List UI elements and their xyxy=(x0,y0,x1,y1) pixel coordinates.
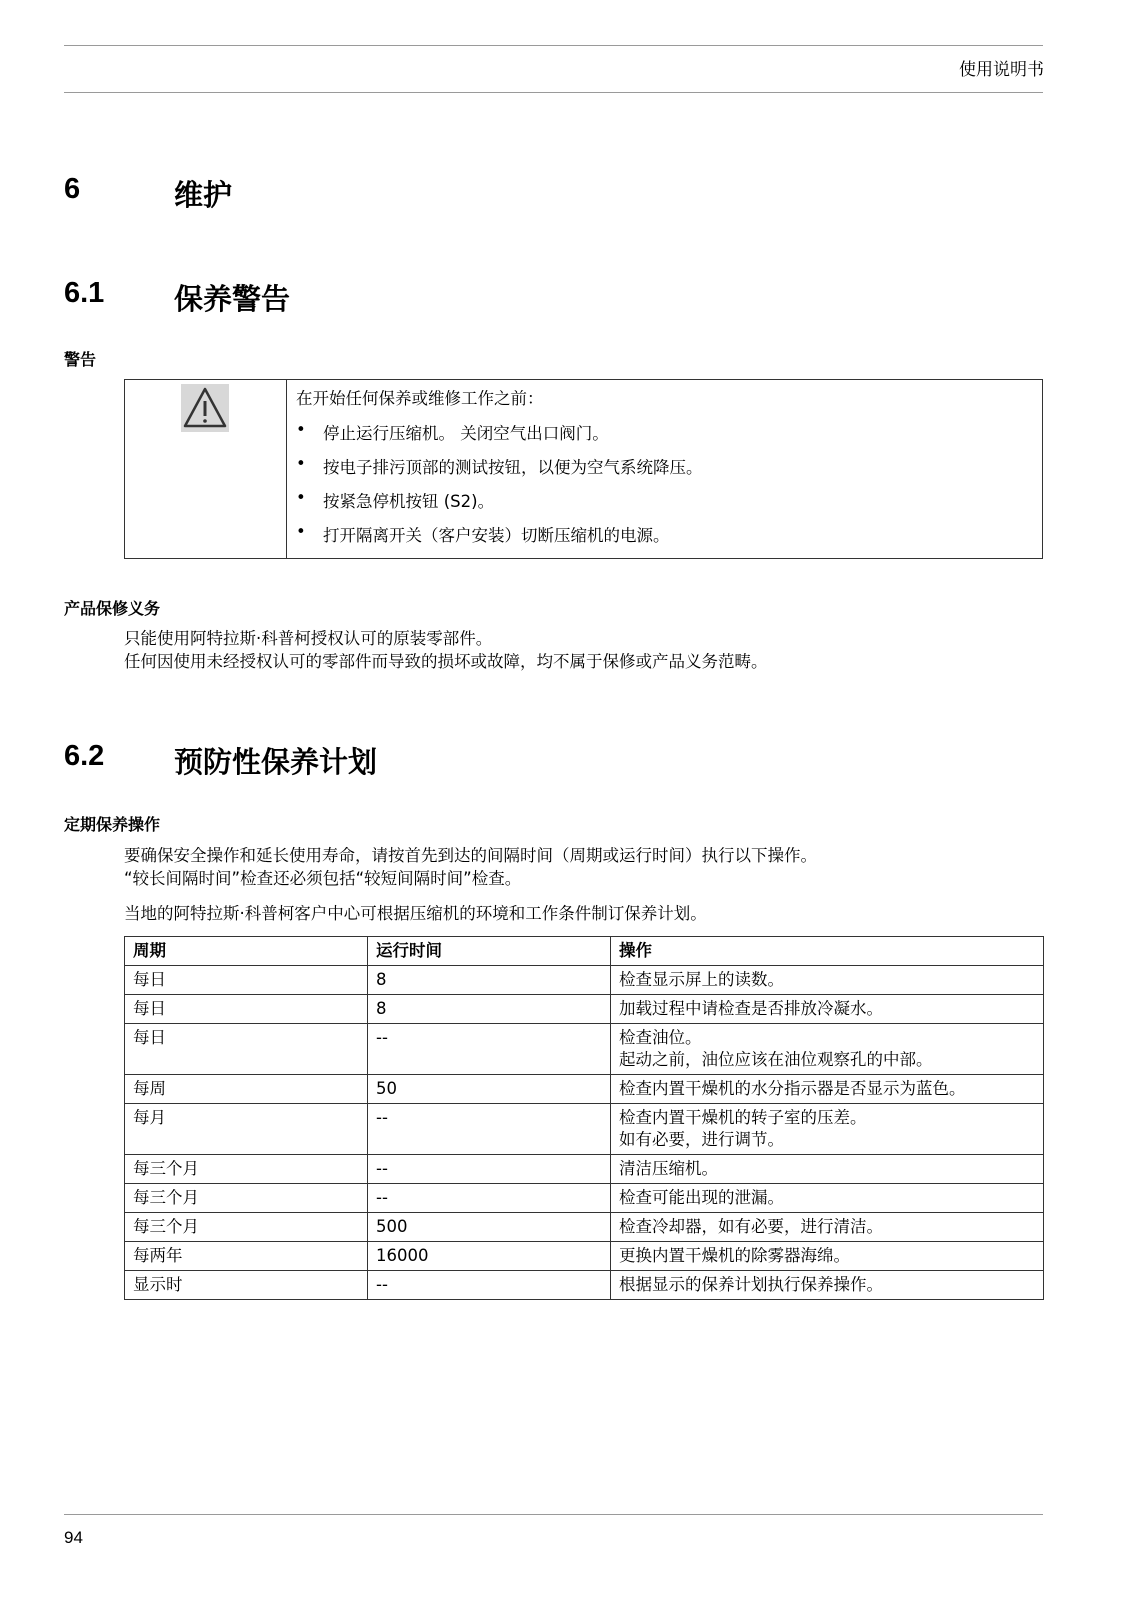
periodic-line: “较长间隔时间”检查还必须包括“较短间隔时间”检查。 xyxy=(124,869,522,888)
period-cell: 每三个月 xyxy=(125,1155,368,1184)
column-header-period: 周期 xyxy=(125,937,368,966)
table-row xyxy=(125,1242,1044,1271)
table-row xyxy=(125,1075,1044,1104)
bullet: • xyxy=(296,420,306,439)
periodic-paragraph xyxy=(124,844,817,890)
column-header-running-hours: 运行时间 xyxy=(368,937,611,966)
action-cell: 检查可能出现的泄漏。 xyxy=(611,1184,1044,1213)
table-row xyxy=(125,1104,1044,1155)
warning-triangle-icon xyxy=(181,384,229,432)
period-cell: 显示时 xyxy=(125,1271,368,1300)
section-title: 保养警告 xyxy=(174,282,291,316)
section-number: 6.2 xyxy=(64,740,105,772)
warning-heading: 警告 xyxy=(64,350,97,369)
period-cell: 每三个月 xyxy=(125,1213,368,1242)
periodic-heading: 定期保养操作 xyxy=(64,815,161,834)
period-cell: 每三个月 xyxy=(125,1184,368,1213)
table-row xyxy=(125,1213,1044,1242)
bullet: • xyxy=(296,454,306,473)
header-title: 使用说明书 xyxy=(959,60,1044,80)
action-cell: 检查内置干燥机的转子室的压差。 如有必要，进行调节。 xyxy=(611,1104,1044,1155)
maintenance-schedule-table xyxy=(124,936,1044,1300)
period-cell: 每日 xyxy=(125,995,368,1024)
action-cell: 检查显示屏上的读数。 xyxy=(611,966,1044,995)
table-row xyxy=(125,966,1044,995)
page-number: 94 xyxy=(64,1528,83,1547)
table-header-row xyxy=(125,937,1044,966)
table-row xyxy=(125,1271,1044,1300)
action-cell: 清洁压缩机。 xyxy=(611,1155,1044,1184)
period-cell: 每月 xyxy=(125,1104,368,1155)
warning-intro: 在开始任何保养或维修工作之前： xyxy=(296,389,544,408)
warning-box-divider xyxy=(286,380,287,558)
hours-cell: 8 xyxy=(368,966,611,995)
table-row xyxy=(125,1184,1044,1213)
table-row xyxy=(125,1155,1044,1184)
warranty-line: 只能使用阿特拉斯·科普柯授权认可的原装零部件。 xyxy=(124,629,493,648)
action-cell: 检查内置干燥机的水分指示器是否显示为蓝色。 xyxy=(611,1075,1044,1104)
periodic-line: 要确保安全操作和延长使用寿命，请按首先到达的间隔时间（周期或运行时间）执行以下操作。 xyxy=(124,846,817,865)
hours-cell: -- xyxy=(368,1024,611,1075)
header-bottom-rule xyxy=(64,92,1043,93)
period-cell: 每两年 xyxy=(125,1242,368,1271)
bullet: • xyxy=(296,488,306,507)
warranty-line: 任何因使用未经授权认可的零部件而导致的损坏或故障，均不属于保修或产品义务范畴。 xyxy=(124,652,768,671)
chapter-title: 维护 xyxy=(174,178,233,212)
period-cell: 每周 xyxy=(125,1075,368,1104)
hours-cell: 16000 xyxy=(368,1242,611,1271)
action-cell: 检查冷却器，如有必要，进行清洁。 xyxy=(611,1213,1044,1242)
table-row xyxy=(125,1024,1044,1075)
table-row xyxy=(125,995,1044,1024)
section-title: 预防性保养计划 xyxy=(174,745,378,779)
warranty-heading: 产品保修义务 xyxy=(64,599,161,618)
hours-cell: 500 xyxy=(368,1213,611,1242)
hours-cell: -- xyxy=(368,1155,611,1184)
hours-cell: -- xyxy=(368,1104,611,1155)
hours-cell: 8 xyxy=(368,995,611,1024)
bullet: • xyxy=(296,522,306,541)
warranty-paragraph xyxy=(124,627,768,673)
warning-box: 在开始任何保养或维修工作之前： • 停止运行压缩机。 关闭空气出口阀门。 • 按电子排污顶部的测试按钮，以便为空气系统降压。 • 按紧急停机按钮 (S2)。 • 打开隔离开关（客户安装）切断压缩机的电源。 xyxy=(124,379,1043,559)
period-cell: 每日 xyxy=(125,966,368,995)
column-header-action: 操作 xyxy=(611,937,1044,966)
hours-cell: -- xyxy=(368,1184,611,1213)
hours-cell: 50 xyxy=(368,1075,611,1104)
periodic-note: 当地的阿特拉斯·科普柯客户中心可根据压缩机的环境和工作条件制订保养计划。 xyxy=(124,904,707,923)
action-cell: 加载过程中请检查是否排放冷凝水。 xyxy=(611,995,1044,1024)
action-cell: 根据显示的保养计划执行保养操作。 xyxy=(611,1271,1044,1300)
section-number: 6.1 xyxy=(64,277,105,309)
hours-cell: -- xyxy=(368,1271,611,1300)
action-cell: 更换内置干燥机的除雾器海绵。 xyxy=(611,1242,1044,1271)
footer-rule xyxy=(64,1514,1043,1515)
chapter-number: 6 xyxy=(64,173,81,205)
action-cell: 检查油位。 起动之前，油位应该在油位观察孔的中部。 xyxy=(611,1024,1044,1075)
header-top-rule xyxy=(64,45,1043,46)
period-cell: 每日 xyxy=(125,1024,368,1075)
